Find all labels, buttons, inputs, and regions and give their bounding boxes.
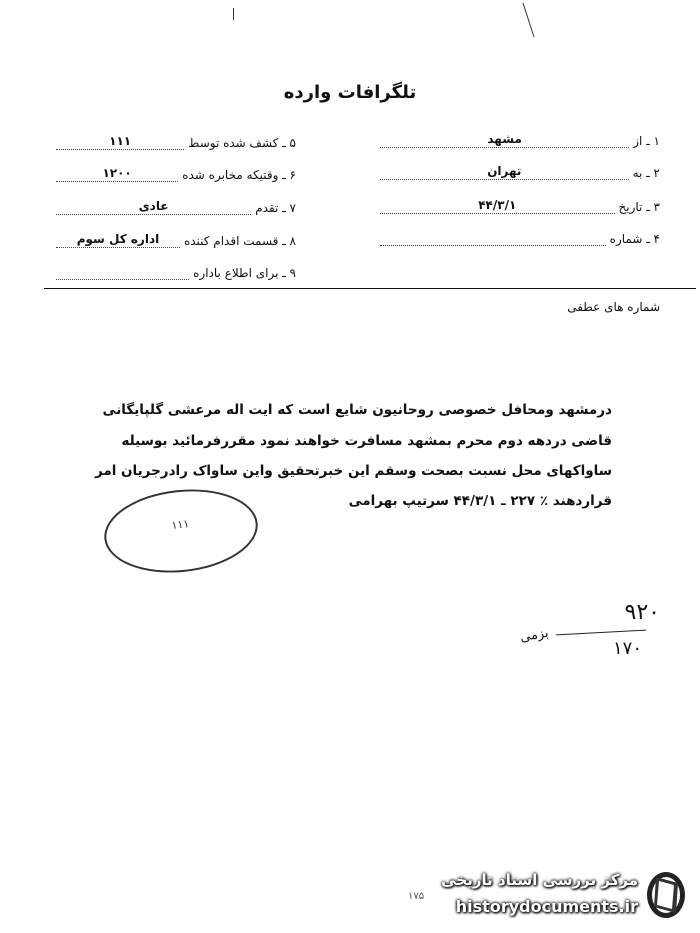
document-title: تلگرافات وارده bbox=[283, 82, 417, 103]
body-line: قراردهند ٪ ۲۲۷ ـ ۴۴/۳/۱ سرتیپ بهرامی bbox=[348, 493, 612, 509]
field-for-info bbox=[56, 262, 296, 280]
field-value: تهران bbox=[380, 165, 629, 180]
field-value: مشهد bbox=[380, 133, 629, 148]
field-label: ۶ ـ وقتیکه مخابره شده bbox=[182, 168, 296, 182]
field-label: ۱ ـ از bbox=[633, 134, 660, 148]
field-value: اداره کل سوم bbox=[56, 233, 180, 248]
handwritten-number-bottom: ۱۷۰ bbox=[612, 638, 642, 659]
divider bbox=[44, 288, 696, 289]
body-line: درمشهد ومحافل خصوصی روحانیون شایع است که ایت اله مرعشی گلپایگانی bbox=[102, 402, 612, 418]
field-value: ۱۲۰۰ bbox=[56, 167, 178, 182]
watermark-arabic: مرکز بررسی اسناد تاریخی bbox=[441, 871, 638, 889]
field-to bbox=[380, 162, 660, 180]
handwritten-number-top: ۹۲۰ bbox=[624, 600, 660, 625]
field-label: ۷ ـ تقدم bbox=[255, 201, 296, 215]
field-priority bbox=[56, 197, 296, 215]
page-number: ۱۷۵ bbox=[408, 891, 425, 902]
watermark-url: historydocuments.ir bbox=[455, 897, 638, 916]
field-date bbox=[380, 196, 660, 214]
field-label: ۵ ـ کشف شده توسط bbox=[188, 136, 296, 150]
body-line: قاضی دردهه دوم محرم بمشهد مسافرت خواهند نمود مقررفرمائید بوسیله bbox=[121, 433, 612, 449]
field-value: ۴۴/۳/۱ bbox=[380, 199, 615, 214]
field-label: ۲ ـ به bbox=[632, 166, 660, 180]
field-sent-time bbox=[56, 164, 296, 182]
handwritten-stroke bbox=[556, 630, 646, 636]
field-number bbox=[380, 228, 660, 246]
field-value: ۱۱۱ bbox=[56, 135, 184, 150]
field-from bbox=[380, 130, 660, 148]
scan-mark bbox=[233, 8, 234, 20]
archive-logo-icon bbox=[642, 869, 688, 921]
field-value bbox=[56, 265, 189, 280]
field-label: ۸ ـ قسمت اقدام کننده bbox=[183, 234, 296, 248]
scan-mark bbox=[522, 3, 534, 38]
handwritten-signature: بزمی bbox=[518, 625, 550, 646]
reference-numbers-label: شماره های عطفی bbox=[567, 300, 660, 314]
field-decoded-by bbox=[56, 132, 296, 150]
field-label: ۴ ـ شماره bbox=[609, 232, 660, 246]
watermark-logo bbox=[410, 865, 690, 925]
body-line: ساواکهای محل نسبت بصحت وسقم این خبرتحقیق واین ساواک رادرجریان امر bbox=[94, 463, 612, 479]
field-value bbox=[380, 231, 606, 246]
oval-stamp bbox=[100, 482, 262, 580]
field-acting-department bbox=[56, 230, 296, 248]
field-label: ۳ ـ تاریخ bbox=[618, 200, 660, 214]
handwritten-annotation bbox=[520, 600, 670, 670]
stamp-text: ۱۱۱ bbox=[170, 517, 190, 532]
field-value: عادی bbox=[56, 200, 251, 215]
field-label: ۹ ـ برای اطلاع باداره bbox=[193, 266, 296, 280]
